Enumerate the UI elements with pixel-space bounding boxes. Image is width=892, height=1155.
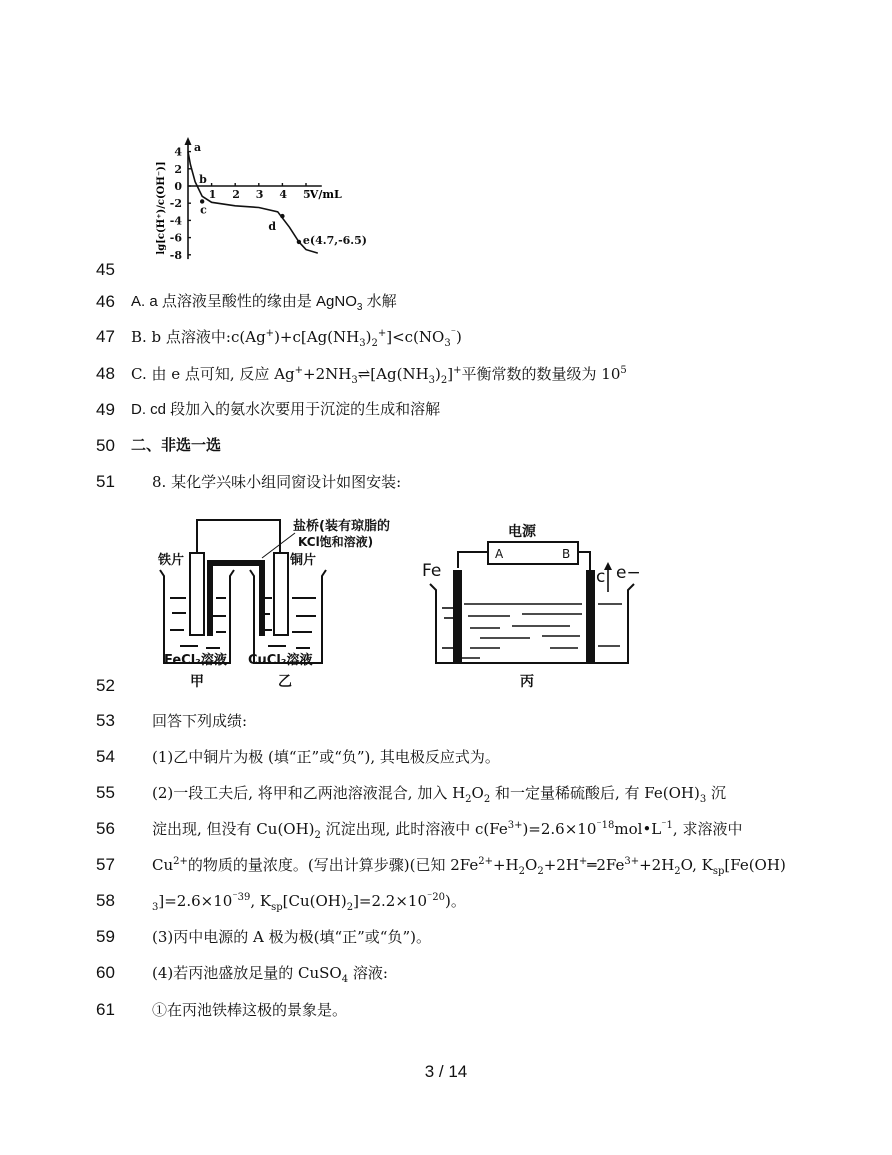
line-number: 61 xyxy=(96,1000,115,1019)
a-terminal-label: A xyxy=(495,547,504,561)
line-number: 58 xyxy=(96,891,115,910)
iron-sheet-label: 铁片 xyxy=(158,553,185,568)
graph-xlabel: V/mL xyxy=(309,188,342,201)
question-2-text-cont: 淀出现, 但没有 $Cu(OH)_2$ 沉淀出现, 此时溶液中 $c(Fe^{3+})=2.6\times 10^{^-18}mol•L^{^-1}$, 求溶液中 xyxy=(152,820,743,841)
line-number: 51 xyxy=(96,472,115,491)
option-b: 47 B. b 点溶液中$:c(Ag^+)+c[Ag(NH_3)_2^+]<c(NO_3^{^-})$ xyxy=(0,323,892,351)
arrow-up-icon xyxy=(604,562,612,570)
line-number: 50 xyxy=(96,436,115,455)
salt-bridge-label-2: KCl饱和溶液) xyxy=(298,535,374,549)
line-number: 48 xyxy=(96,364,115,383)
question-2-text-cont2: $Cu^{2+}$的物质的量浓度。(写出计算步骤)(已知 $2Fe^{2+}+H_2O_2+2H^+═2Fe^{3+}+2H_2O$, $K_{sp}[Fe(OH)$ xyxy=(152,856,786,877)
data-point xyxy=(297,240,301,244)
question-8 xyxy=(0,468,892,496)
carbon-electrode xyxy=(586,570,595,662)
question-2-text-cont3: $_3]=2.6\times 10^{^-39}$, $K_{sp}[Cu(OH)_2]=2.2\times 10^{^-20}$)。 xyxy=(152,892,466,913)
page-number: 3 / 14 xyxy=(424,1062,468,1081)
c-label: c xyxy=(596,567,606,587)
question-4-text: (4)若丙池盛放足量的 CuSO$_4$ 溶液: xyxy=(152,964,388,985)
y-tick-label: 2 xyxy=(174,162,182,176)
line-number: 59 xyxy=(96,927,115,946)
jia-label: 甲 xyxy=(190,674,204,690)
x-tick-label: 2 xyxy=(232,188,240,201)
option-c: 48 C. 由 e 点可知, 反应 $Ag^++2NH_3\rightleftharpoons[Ag(NH_3)_2]^+$平衡常数的数量级为 $10^5$ xyxy=(0,360,892,388)
y-tick-label: -4 xyxy=(169,214,182,228)
line-number: 52 xyxy=(96,676,115,695)
line-number: 54 xyxy=(96,747,115,766)
yi-label: 乙 xyxy=(278,674,292,690)
line-number: 45 xyxy=(96,260,115,279)
section-heading xyxy=(0,432,892,460)
option-d-text: D. cd 段加入的氨水次要用于沉淀的生成和溶解 xyxy=(131,401,441,418)
x-tick-label: 5 xyxy=(303,188,311,201)
line-number: 56 xyxy=(96,819,115,838)
salt-bridge-label-1: 盐桥(装有琼脂的 xyxy=(293,519,390,534)
y-tick-label: -6 xyxy=(169,231,182,245)
section-title: 二、非选一选 xyxy=(131,437,222,454)
option-d xyxy=(0,396,892,424)
line-number: 53 xyxy=(96,711,115,730)
b-terminal-label: B xyxy=(562,547,571,561)
line-number: 47 xyxy=(96,327,115,346)
line-number: 46 xyxy=(96,292,115,311)
graph-ylabel: lg[c(H⁺)/c(OH⁻)] xyxy=(156,161,167,255)
y-tick-label: 4 xyxy=(174,145,182,159)
bing-label: 丙 xyxy=(520,674,534,690)
question-1-text: (1)乙中铜片为极 (填“正”或“负”), 其电极反应式为。 xyxy=(152,748,500,766)
option-a-text: A. a 点溶液呈酸性的缘由是 AgNO xyxy=(131,293,357,310)
fe-electrode xyxy=(453,570,462,662)
prompt-text: 回答下列成绩: xyxy=(152,712,248,730)
electron-label: e− xyxy=(616,563,641,583)
x-tick-label: 1 xyxy=(208,188,217,201)
line-number: 57 xyxy=(96,855,115,874)
point-label: b xyxy=(199,173,207,186)
y-tick-label: 0 xyxy=(174,180,182,193)
power-label: 电源 xyxy=(508,524,536,540)
fe-label: Fe xyxy=(422,561,442,581)
question-4-1-text: ①在丙池铁棒这极的景象是。 xyxy=(152,1001,348,1019)
option-a: 46 A. a 点溶液呈酸性的缘由是 AgNO$_3$ 水解 xyxy=(0,288,892,316)
data-point xyxy=(280,214,284,218)
x-tick-label: 4 xyxy=(279,188,288,201)
line-number: 49 xyxy=(96,400,115,419)
y-tick-label: -8 xyxy=(169,248,182,262)
apparatus-figure xyxy=(150,508,650,693)
line-number: 55 xyxy=(96,783,115,802)
y-tick-label: -2 xyxy=(169,197,182,211)
titration-curve xyxy=(188,152,318,254)
question-2-text: (2)一段工夫后, 将甲和乙两池溶液混合, 加入 $H_2O_2$ 和一定量稀硫酸后, 有 $Fe(OH)_3$ 沉 xyxy=(152,784,727,805)
cucl2-label: CuCl₂溶液 xyxy=(248,653,313,668)
titration-graph xyxy=(150,116,370,276)
point-label: d xyxy=(268,220,277,234)
point-label: c xyxy=(200,203,207,217)
question-8-text: 8. 某化学兴味小组同窗设计如图安装: xyxy=(152,473,402,491)
line-number: 60 xyxy=(96,963,115,982)
point-label: a xyxy=(194,141,202,155)
copper-sheet-label: 铜片 xyxy=(290,553,317,568)
question-3-text: (3)丙中电源的 A 极为极(填“正”或“负”)。 xyxy=(152,928,431,946)
fecl2-label: FeCl₂溶液 xyxy=(164,653,227,668)
point-label: e(4.7,-6.5) xyxy=(302,233,367,247)
x-tick-label: 3 xyxy=(255,188,264,201)
y-axis-arrow-icon xyxy=(185,137,192,145)
